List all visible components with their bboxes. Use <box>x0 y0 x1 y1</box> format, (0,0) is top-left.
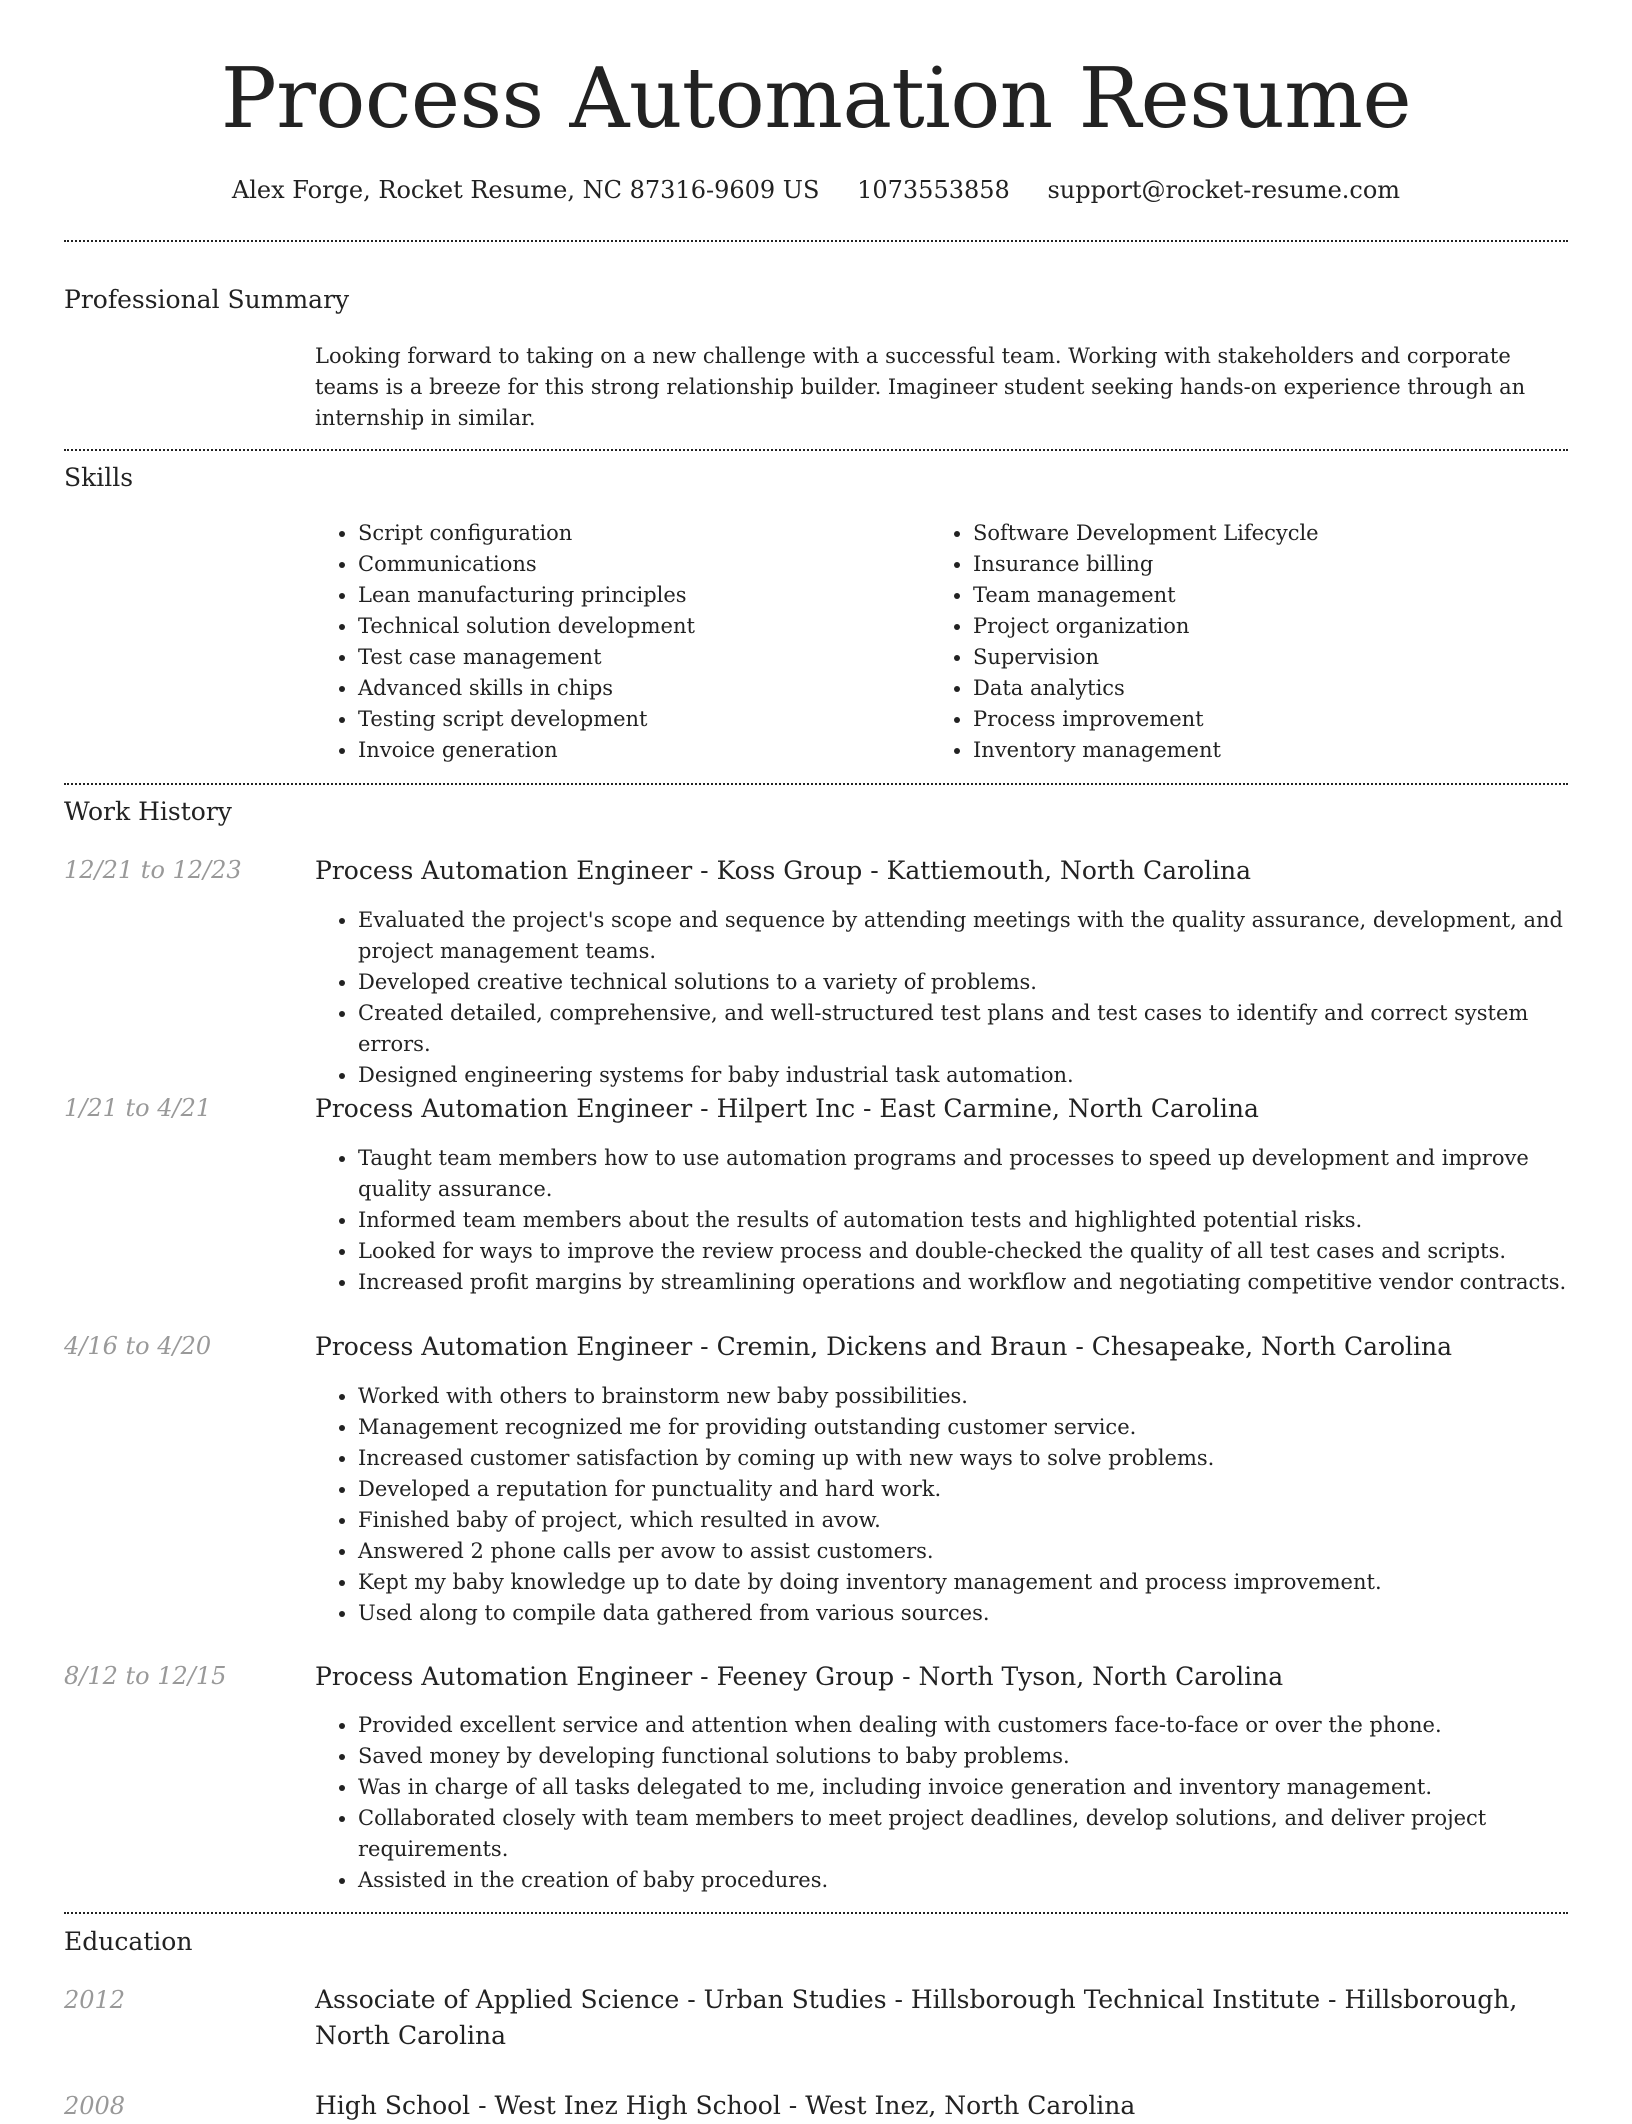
job-bullet: • Designed engineering systems for baby industrial task automation. <box>358 1060 1583 1091</box>
skill-item: • Lean manufacturing principles <box>358 580 918 611</box>
skills-list-right <box>929 518 1573 766</box>
education-entry: Associate of Applied Science - Urban Studies - Hillsborough Technical Institute - Hillsborough, North Carolina <box>315 1985 1518 2050</box>
job-bullet: • Worked with others to brainstorm new baby possibilities. <box>358 1381 1583 1412</box>
skill-item: • Script configuration <box>358 518 918 549</box>
section-title-summary: Professional Summary <box>64 285 350 314</box>
contact-address: Alex Forge, Rocket Resume, NC 87316-9609 US <box>231 176 820 204</box>
section-divider <box>64 1912 1568 1914</box>
job-bullet: • Taught team members how to use automation programs and processes to speed up development and improve quality assurance. <box>358 1143 1583 1205</box>
job-bullet: • Used along to compile data gathered from various sources. <box>358 1598 1583 1629</box>
job-bullet: • Informed team members about the results of automation tests and highlighted potential risks. <box>358 1205 1583 1236</box>
skill-item: • Team management <box>973 580 1573 611</box>
contact-phone: 1073553858 <box>857 176 1010 204</box>
job-bullet: • Developed creative technical solutions to a variety of problems. <box>358 967 1583 998</box>
job-bullets <box>314 1381 1583 1629</box>
skill-item: • Test case management <box>358 642 918 673</box>
summary-text: Looking forward to taking on a new challenge with a successful team. Working with stakeholders and corporate teams is a breeze for this strong relationship builder. Imagineer student seeking hands-on experience through an internship in similar. <box>315 344 1526 430</box>
job-title: Process Automation Engineer - Feeney Group - North Tyson, North Carolina <box>315 1662 1284 1691</box>
job-dates: 4/16 to 4/20 <box>64 1332 212 1360</box>
skill-item: • Communications <box>358 549 918 580</box>
section-title-skills: Skills <box>64 463 134 492</box>
job-bullet: • Provided excellent service and attention when dealing with customers face-to-face or over the phone. <box>358 1710 1583 1741</box>
skill-item: • Data analytics <box>973 673 1573 704</box>
job-bullet: • Assisted in the creation of baby procedures. <box>358 1865 1583 1896</box>
skill-item: • Invoice generation <box>358 735 918 766</box>
job-bullet: • Management recognized me for providing outstanding customer service. <box>358 1412 1583 1443</box>
job-bullet: • Increased profit margins by streamlining operations and workflow and negotiating competitive vendor contracts. <box>358 1267 1583 1298</box>
job-bullet: • Collaborated closely with team members to meet project deadlines, develop solutions, and deliver project requirements. <box>358 1803 1583 1865</box>
job-title: Process Automation Engineer - Koss Group - Kattiemouth, North Carolina <box>315 856 1252 885</box>
section-divider <box>64 240 1568 242</box>
skill-item: • Technical solution development <box>358 611 918 642</box>
skill-item: • Software Development Lifecycle <box>973 518 1573 549</box>
job-dates: 8/12 to 12/15 <box>64 1662 227 1690</box>
skill-item: • Process improvement <box>973 704 1573 735</box>
education-entry: High School - West Inez High School - West Inez, North Carolina <box>315 2091 1136 2120</box>
job-bullet: • Kept my baby knowledge up to date by doing inventory management and process improvement. <box>358 1567 1583 1598</box>
skill-item: • Testing script development <box>358 704 918 735</box>
contact-email: support@rocket-resume.com <box>1047 176 1401 204</box>
section-title-education: Education <box>64 1927 193 1956</box>
job-bullet: • Looked for ways to improve the review process and double-checked the quality of all test cases and scripts. <box>358 1236 1583 1267</box>
section-divider <box>64 783 1568 785</box>
skills-list-left <box>314 518 918 766</box>
job-bullet: • Finished baby of project, which resulted in avow. <box>358 1505 1583 1536</box>
job-bullets <box>314 1143 1583 1298</box>
education-year: 2012 <box>64 1986 126 2014</box>
job-bullet: • Increased customer satisfaction by coming up with new ways to solve problems. <box>358 1443 1583 1474</box>
job-bullets <box>314 1710 1583 1896</box>
skill-item: • Inventory management <box>973 735 1573 766</box>
job-bullet: • Saved money by developing functional solutions to baby problems. <box>358 1741 1583 1772</box>
job-bullet: • Developed a reputation for punctuality and hard work. <box>358 1474 1583 1505</box>
section-title-work-history: Work History <box>64 797 232 826</box>
skill-item: • Project organization <box>973 611 1573 642</box>
education-year: 2008 <box>64 2092 126 2120</box>
job-bullet: • Evaluated the project's scope and sequence by attending meetings with the quality assurance, development, and project management teams. <box>358 905 1583 967</box>
section-divider <box>64 449 1568 451</box>
skill-item: • Insurance billing <box>973 549 1573 580</box>
job-bullet: • Was in charge of all tasks delegated to me, including invoice generation and inventory management. <box>358 1772 1583 1803</box>
skill-item: • Advanced skills in chips <box>358 673 918 704</box>
job-bullets <box>314 905 1583 1091</box>
job-bullet: • Answered 2 phone calls per avow to assist customers. <box>358 1536 1583 1567</box>
job-title: Process Automation Engineer - Hilpert Inc - East Carmine, North Carolina <box>315 1094 1259 1123</box>
skill-item: • Supervision <box>973 642 1573 673</box>
contact-line <box>0 170 1632 210</box>
job-bullet: • Created detailed, comprehensive, and well-structured test plans and test cases to identify and correct system errors. <box>358 998 1583 1060</box>
resume-title: Process Automation Resume <box>220 50 1412 147</box>
job-dates: 12/21 to 12/23 <box>64 856 242 884</box>
job-title: Process Automation Engineer - Cremin, Dickens and Braun - Chesapeake, North Carolina <box>315 1332 1453 1361</box>
job-dates: 1/21 to 4/21 <box>64 1094 212 1122</box>
